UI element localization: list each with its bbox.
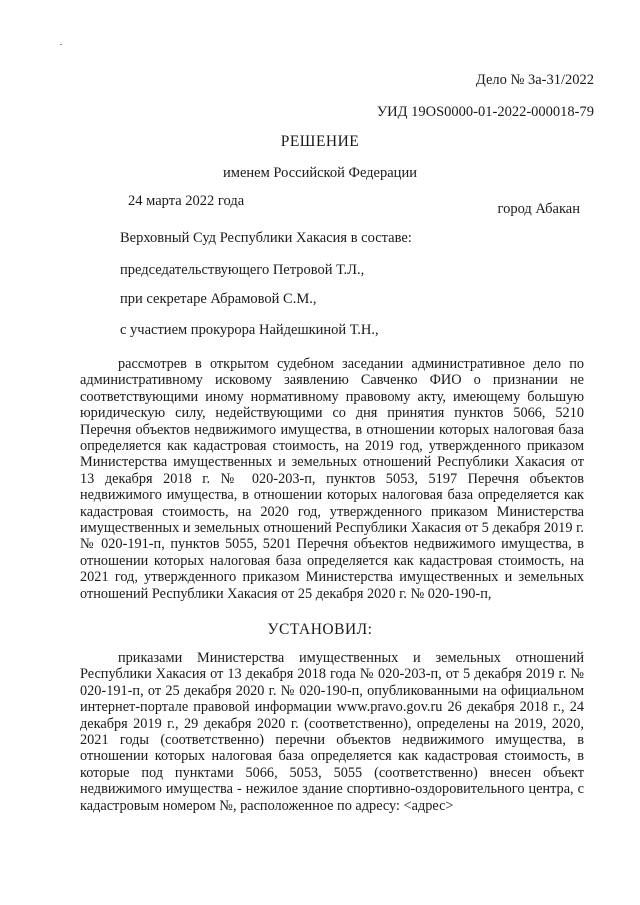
- decision-date: 24 марта 2022 года: [128, 193, 245, 209]
- considering-text: рассмотрев в открытом судебном заседании административное дело по административному исковому заявлению Савченко ФИО о признании не соответствующими иному нормативному правовому акту, имеющему большую юридическую силу, недействующими со дня принятия пунктов 5066, 5210 Перечня объектов недвижимого имущества, в отношении которых налоговая база определяется как кадастровая стоимость, на 2019 год, утвержденного приказом Министерства имущественных и земельных отношений Республики Хакасия от 13 декабря 2018 г. № 020-203-п, пунктов 5053, 5197 Перечня объектов недвижимого имущества, в отношении которых налоговая база определяется как кадастровая стоимость, на 2020 год, утвержденного приказом Министерства имущественных и земельных отношений Республики Хакасия от 5 декабря 2019 г. № 020-191-п, пунктов 5055, 5201 Перечня объектов недвижимого имущества, в отношении которых налоговая база определяется как кадастровая стоимость, на 2021 год, утвержденного приказом Министерства имущественных и земельных отношений Республики Хакасия от 25 декабря 2020 г. № 020-190-п,: [80, 356, 584, 602]
- document-subtitle: именем Российской Федерации: [223, 165, 417, 181]
- court-secretary: при секретаре Абрамовой С.М.,: [120, 291, 317, 307]
- prosecutor: с участием прокурора Найдешкиной Т.Н.,: [120, 322, 379, 338]
- considering-paragraph: [80, 356, 584, 602]
- uid-number: УИД 19OS0000-01-2022-000018-79: [376, 104, 594, 120]
- scan-speck: [60, 44, 62, 45]
- court-composition: Верховный Суд Республики Хакасия в составе:: [120, 230, 412, 246]
- decision-city: город Абакан: [497, 201, 580, 217]
- case-number: Дело № 3а-31/2022: [475, 72, 594, 88]
- established-paragraph: [80, 650, 584, 814]
- document-title: РЕШЕНИЕ: [280, 133, 360, 150]
- established-text: приказами Министерства имущественных и земельных отношений Республики Хакасия от 13 декабря 2018 года № 020-203-п, от 5 декабря 2019 г. № 020-191-п, от 25 декабря 2020 г. № 020-190-п, опубликованными на официальном интернет-портале правовой информации www.pravo.gov.ru 26 декабря 2018 г., 24 декабря 2019 г., 29 декабря 2020 г. (соответственно), определены на 2019, 2020, 2021 годы (соответственно) перечни объектов недвижимого имущества, в отношении которых налоговая база определяется как кадастровая стоимость, в которые под пунктами 5066, 5053, 5055 (соответственно) внесен объект недвижимого имущества - нежилое здание спортивно-оздоровительного центра, с кадастровым номером №, расположенное по адресу: <адрес>: [80, 650, 584, 814]
- presiding-judge: председательствующего Петровой Т.Л.,: [120, 262, 365, 278]
- established-heading: УСТАНОВИЛ:: [267, 621, 373, 638]
